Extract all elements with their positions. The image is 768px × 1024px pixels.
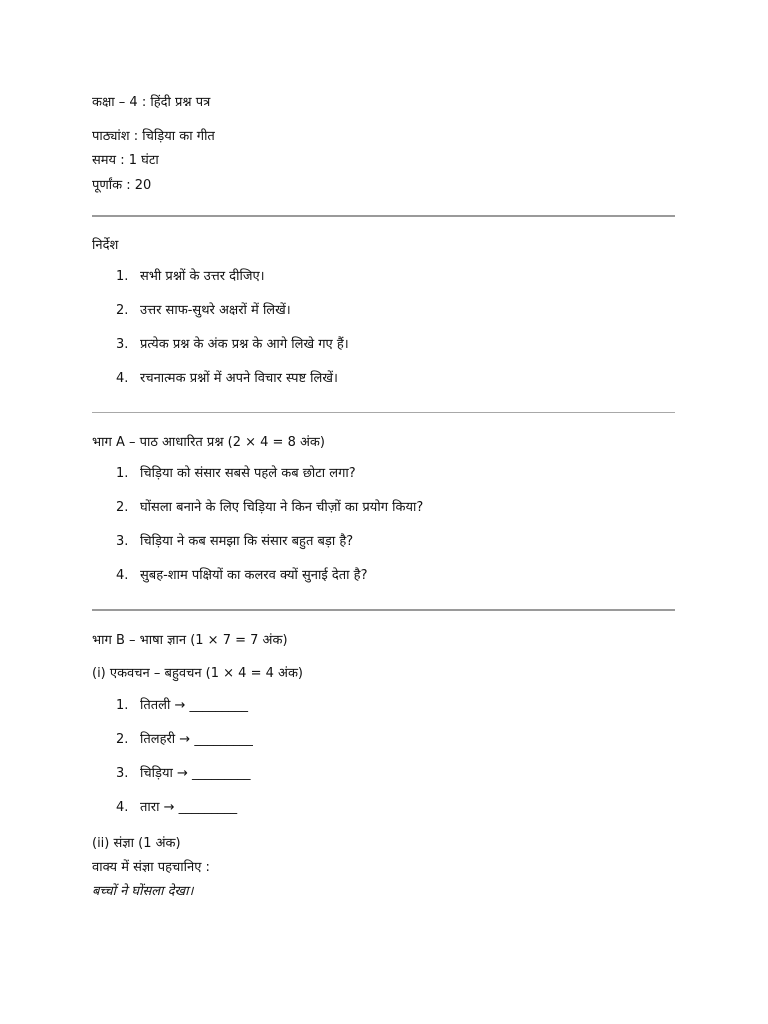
divider [92,412,675,413]
item-number: 4. [116,371,129,386]
item-text: तिलहरी → _________ [140,732,253,747]
time-line: समय : 1 घंटा [92,153,159,168]
item-text: सुबह-शाम पक्षियों का कलरव क्यों सुनाई देता है? [140,568,368,583]
item-number: 1. [116,466,129,481]
part-b-sub1-heading: (i) एकवचन – बहुवचन (1 × 4 = 4 अंक) [92,666,303,681]
part-b-sub2-heading: (ii) संज्ञा (1 अंक) [92,836,181,851]
part-b-sub2-prompt: वाक्य में संज्ञा पहचानिए : [92,860,210,875]
item-number: 4. [116,800,129,815]
item-text: तितली → _________ [140,698,249,713]
paper-title: कक्षा – 4 : हिंदी प्रश्न पत्र [92,95,211,110]
item-text: उत्तर साफ-सुथरे अक्षरों में लिखें। [140,303,291,318]
item-text: चिड़िया को संसार सबसे पहले कब छोटा लगा? [140,466,356,481]
item-number: 4. [116,568,129,583]
lesson-line: पाठ्यांश : चिड़िया का गीत [92,129,215,144]
item-text: तारा → _________ [140,800,238,815]
item-number: 3. [116,534,129,549]
item-number: 2. [116,303,129,318]
item-text: सभी प्रश्नों के उत्तर दीजिए। [140,269,265,284]
part-a-heading: भाग A – पाठ आधारित प्रश्न (2 × 4 = 8 अंक) [92,435,325,450]
item-text: रचनात्मक प्रश्नों में अपने विचार स्पष्ट लिखें। [140,371,338,386]
part-b-heading: भाग B – भाषा ज्ञान (1 × 7 = 7 अंक) [92,633,288,648]
item-text: घोंसला बनाने के लिए चिड़िया ने किन चीज़ों का प्रयोग किया? [140,500,424,515]
item-number: 2. [116,500,129,515]
part-b-sub2-sentence: बच्चों ने घोंसला देखा। [92,884,194,899]
item-number: 1. [116,269,129,284]
divider [92,215,675,217]
item-number: 1. [116,698,129,713]
item-number: 2. [116,732,129,747]
divider [92,609,675,611]
item-text: चिड़िया ने कब समझा कि संसार बहुत बड़ा है? [140,534,354,549]
item-text: चिड़िया → _________ [140,766,251,781]
item-number: 3. [116,337,129,352]
item-text: प्रत्येक प्रश्न के अंक प्रश्न के आगे लिखे गए हैं। [140,337,349,352]
instructions-heading: निर्देश [92,238,119,253]
item-number: 3. [116,766,129,781]
marks-line: पूर्णांक : 20 [92,178,152,193]
